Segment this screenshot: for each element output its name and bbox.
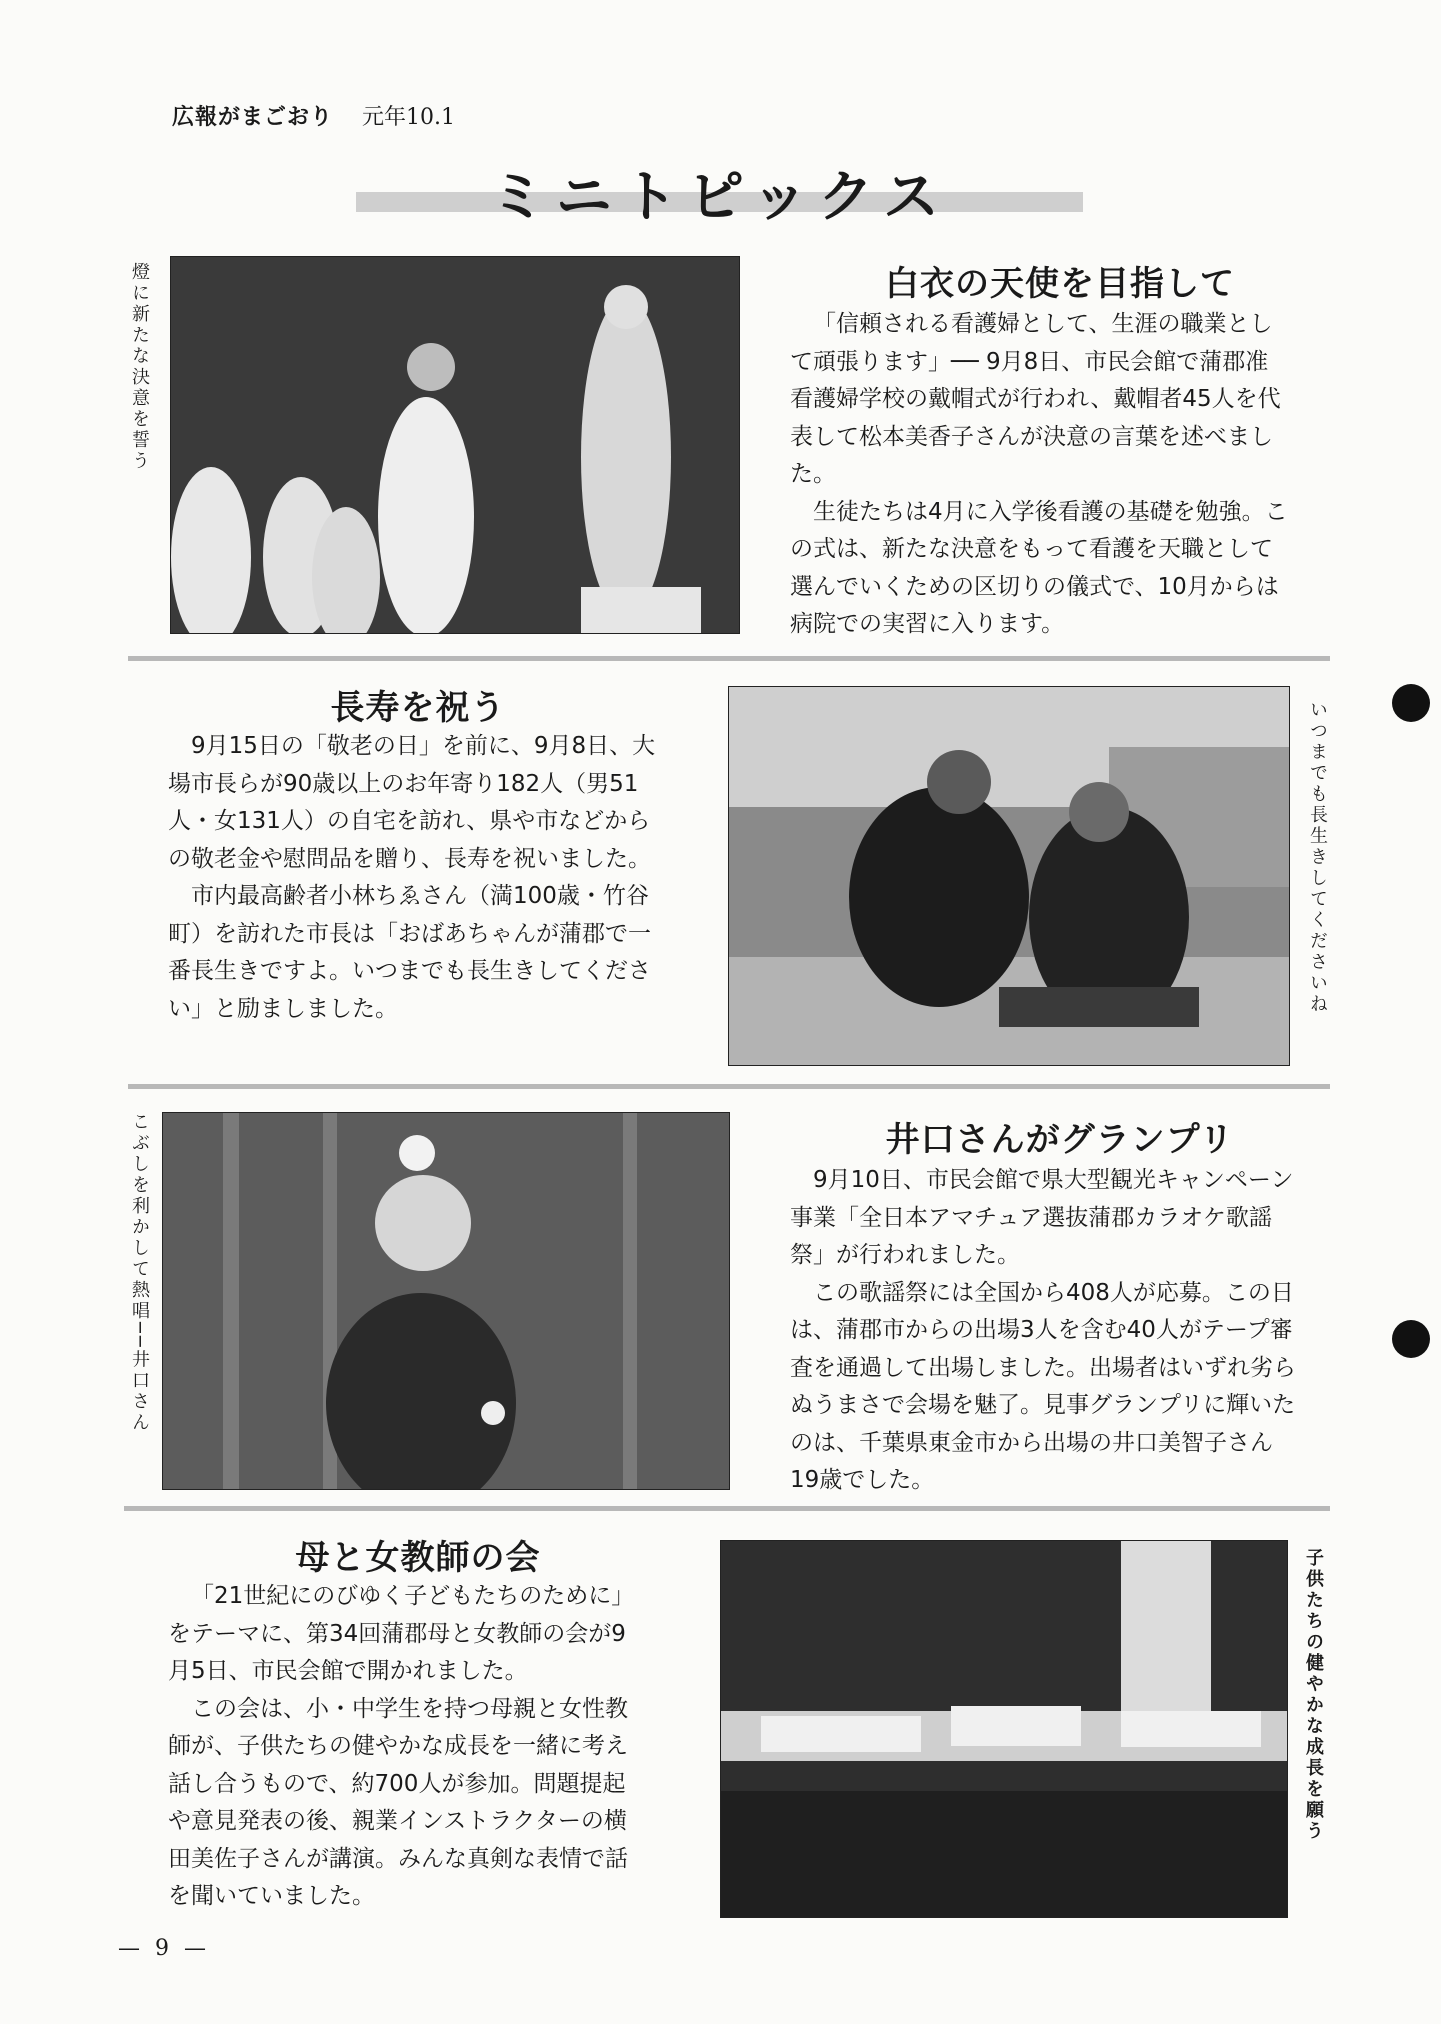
publication-name: 広報がまごおり (172, 105, 334, 130)
section-divider (124, 1506, 1330, 1511)
article-paragraph: 市内最高齢者小林ちゑさん（満100歳・竹谷町）を訪れた市長は「おばあちゃんが蒲郡で一番長生きですよ。いつまでも長生きしてください」と励ましました。 (168, 883, 651, 1022)
photo-caption-longevity: いつまでも長生きしてくださいね (1307, 700, 1328, 1015)
photo-caption-conference: 子供たちの健やかな成長を願う (1303, 1548, 1324, 1842)
page-number: — 9 — (118, 1936, 210, 1961)
article-title-nurses: 白衣の天使を目指して (885, 264, 1235, 304)
nurse-statue-figure (171, 257, 739, 633)
singer-figure (163, 1113, 729, 1489)
article-paragraph: この会は、小・中学生を持つ母親と女性教師が、子供たちの健やかな成長を一緒に考え話し合うもので、約700人が参加。問題提起や意見発表の後、親業インストラクターの横田美佐子さんが講演。みんな真剣な表情で話を聞いていました。 (168, 1695, 628, 1909)
binder-hole-icon (1392, 684, 1430, 722)
binder-hole-icon (1392, 1320, 1430, 1358)
section-divider (128, 656, 1330, 661)
article-paragraph: この歌謡祭には全国から408人が応募。この日は、蒲郡市からの出場3人を含む40人がテープ審査を通過して出場しました。出場者はいずれ劣らぬうまさで会場を魅了。見事グランプリに輝いたのは、千葉県東金市から出場の井口美智子さん19歳でした。 (790, 1279, 1296, 1493)
article-title-longevity: 長寿を祝う (330, 688, 506, 728)
photo-capping-ceremony (170, 256, 740, 634)
photo-caption-nurses: 燈に新たな決意を誓う (129, 262, 150, 472)
article-paragraph: 「21世紀にのびゆく子どもたちのために」をテーマに、第34回蒲郡母と女教師の会が9月5日、市民会館で開かれました。 (168, 1583, 635, 1684)
article-title-karaoke: 井口さんがグランプリ (885, 1120, 1235, 1160)
article-paragraph: 9月10日、市民会館で県大型観光キャンペーン事業「全日本アマチュア選抜蒲郡カラオケ歌謡祭」が行われました。 (790, 1167, 1294, 1268)
audience-and-stage (721, 1541, 1287, 1917)
section-title: ミニトピックス (489, 165, 950, 230)
photo-karaoke-singer (162, 1112, 730, 1490)
article-paragraph: 「信頼される看護婦として、生涯の職業として頑張ります」── 9月8日、市民会館で蒲郡准看護婦学校の戴帽式が行われ、戴帽者45人を代表して松本美香子さんが決意の言葉を述べました。 (790, 311, 1281, 487)
photo-caption-singer: こぶしを利かして熱唱──井口さん (129, 1112, 150, 1434)
section-divider (128, 1084, 1330, 1089)
article-title-mothers-teachers: 母と女教師の会 (295, 1538, 541, 1578)
mayor-and-elder-figures (729, 687, 1289, 1065)
article-paragraph: 9月15日の「敬老の日」を前に、9月8日、大場市長らが90歳以上のお年寄り182人（男51人・女131人）の自宅を訪れ、県や市などからの敬老金や慰問品を贈り、長寿を祝いました。 (168, 733, 656, 872)
photo-conference-hall (720, 1540, 1288, 1918)
photo-mayor-visit (728, 686, 1290, 1066)
issue-date: 元年10.1 (362, 105, 455, 130)
article-paragraph: 生徒たちは4月に入学後看護の基礎を勉強。この式は、新たな決意をもって看護を天職として選んでいくための区切りの儀式で、10月からは病院での実習に入ります。 (790, 498, 1288, 637)
